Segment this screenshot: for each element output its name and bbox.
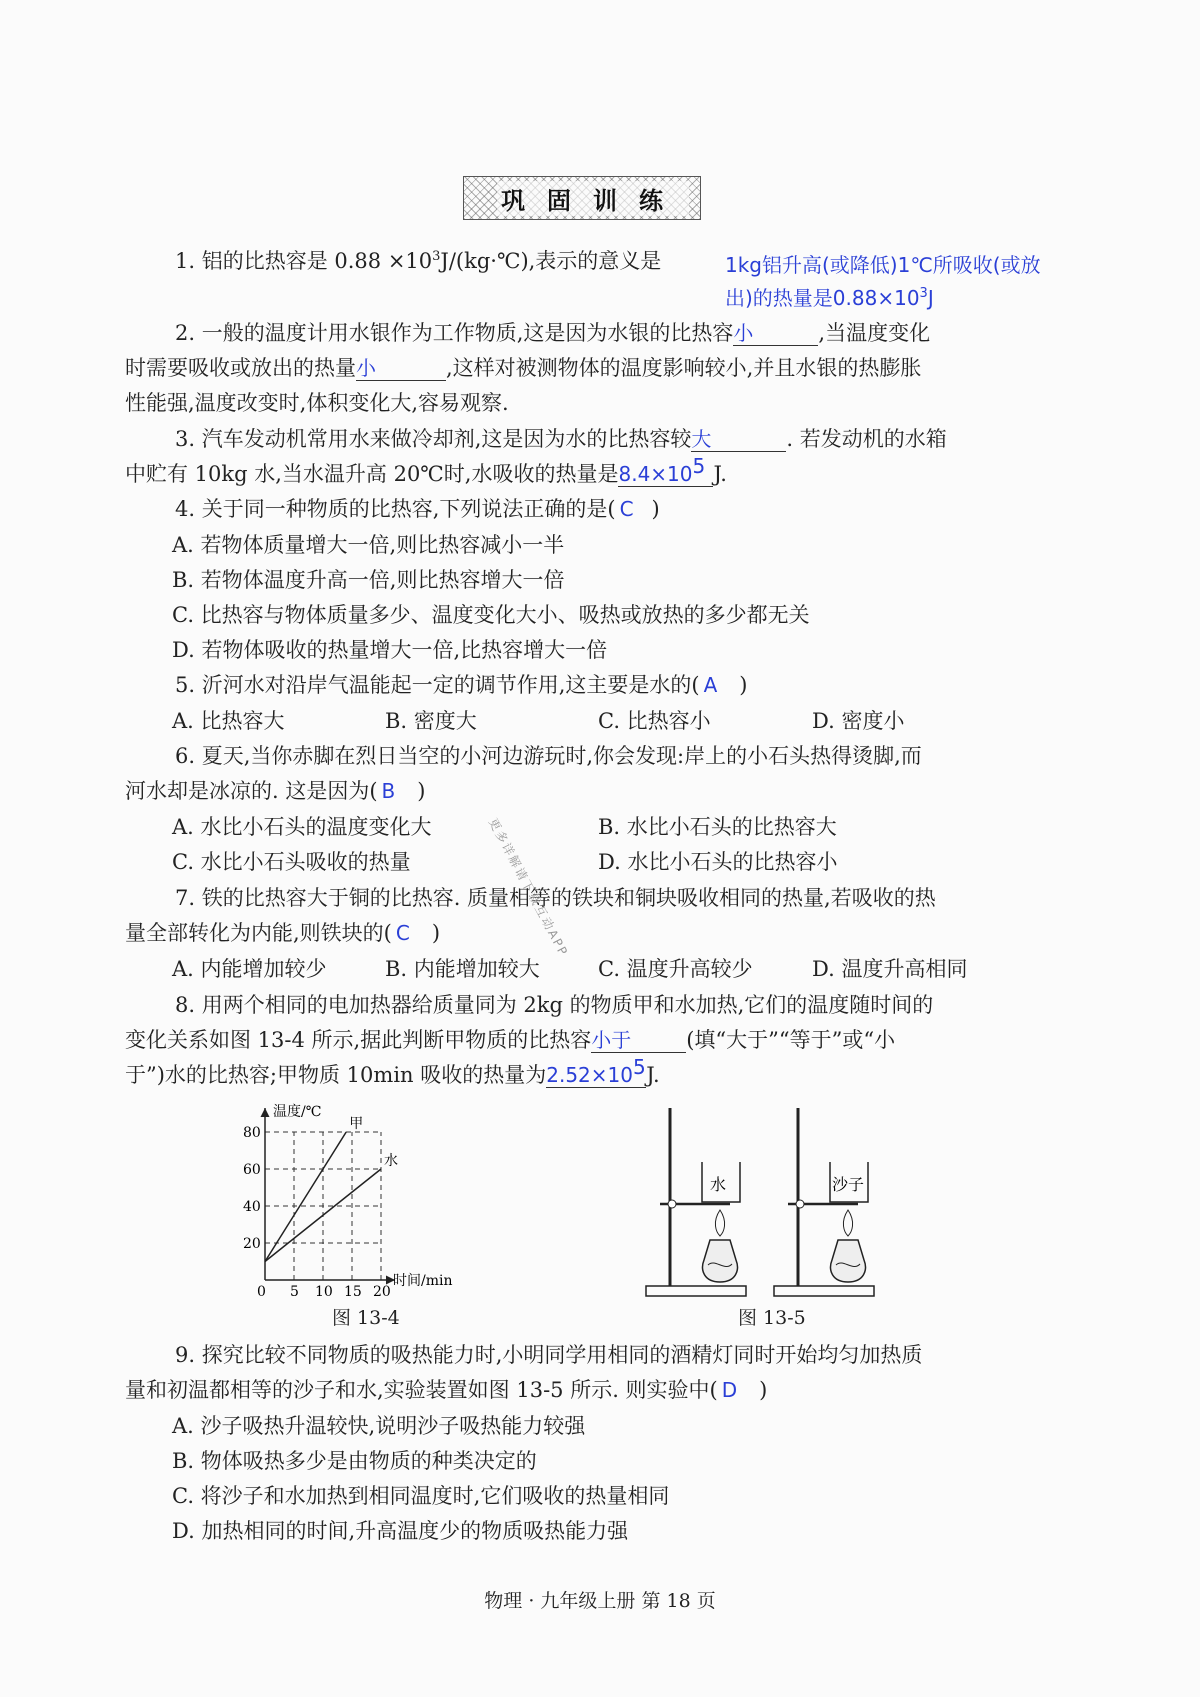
question-9-line1: 9. 探究比较不同物质的吸热能力时,小明同学用相同的酒精灯同时开始均匀加热质: [175, 1343, 923, 1367]
chart-series: [265, 1116, 398, 1262]
q9-answer: D: [721, 1378, 738, 1402]
clamp-2: [796, 1200, 804, 1208]
apparatus-water: [646, 1108, 746, 1296]
q4-answer: C: [619, 497, 634, 521]
flame-2-icon: [843, 1210, 852, 1236]
q8-blank-2: $2.52\times 10^5$: [546, 1055, 646, 1087]
beaker-water-label: 水: [710, 1175, 727, 1194]
q4-option-a: A. 若物体质量增大一倍,则比热容减小一半: [172, 533, 565, 557]
q9-option-c: C. 将沙子和水加热到相同温度时,它们吸收的热量相同: [172, 1484, 670, 1508]
q2-blank-2: 小: [356, 356, 446, 381]
temperature-time-chart: [225, 1100, 515, 1300]
clamp-1: [668, 1200, 676, 1208]
y-axis-label: 温度/℃: [273, 1104, 322, 1120]
q3-blank-2: $8.4\times 10^5$: [618, 462, 713, 487]
q6-option-a: A. 水比小石头的温度变化大: [172, 815, 432, 839]
beaker-sand-label: 沙子: [832, 1175, 865, 1194]
stand-base-1: [646, 1286, 746, 1296]
q1-answer-line2: 出)的热量是$0.88\times 10^3J$: [725, 286, 934, 310]
page-footer: 物理 · 九年级上册 第 18 页: [484, 1590, 716, 1612]
series-label-0: 甲: [349, 1116, 364, 1132]
question-2-line2: 时需要吸收或放出的热量小 ,这样对被测物体的温度影响较小,并且水银的热膨胀: [125, 356, 922, 380]
question-9-line2: 量和初温都相等的沙子和水,实验装置如图 13-5 所示. 则实验中( D ): [125, 1378, 768, 1402]
alcohol-lamp-2: [831, 1240, 866, 1282]
q2-blank-1: 小: [733, 321, 818, 346]
figure-13-4-caption: 图 13-4: [332, 1307, 400, 1329]
q5-answer: A: [703, 673, 718, 697]
q5-option-d: D. 密度小: [812, 709, 905, 733]
x-tick-label: 20: [373, 1284, 391, 1300]
question-2-line3: 性能强,温度改变时,体积变化大,容易观察.: [125, 391, 509, 415]
chart-grid: [265, 1132, 381, 1280]
q4-option-b: B. 若物体温度升高一倍,则比热容增大一倍: [172, 568, 565, 592]
q1-answer-line1: 1kg铝升高(或降低)1℃所吸收(或放: [725, 253, 1041, 277]
q5-option-b: B. 密度大: [385, 709, 477, 733]
q5-option-c: C. 比热容小: [598, 709, 711, 733]
q7-option-c: C. 温度升高较少: [598, 957, 753, 981]
question-6-line2: 河水却是冰凉的. 这是因为( B ): [125, 779, 426, 803]
q7-option-a: A. 内能增加较少: [172, 957, 327, 981]
series-label-1: 水: [384, 1153, 398, 1169]
x-tick-label: 5: [290, 1284, 299, 1300]
x-axis-label: 时间/min: [393, 1273, 453, 1289]
question-8-line3: 于”)水的比热容;甲物质 10min 吸收的热量为$2.52\times 10^5J$.: [125, 1055, 660, 1087]
apparatus-sand: [774, 1108, 874, 1296]
q9-option-d: D. 加热相同的时间,升高温度少的物质吸热能力强: [172, 1519, 629, 1543]
alcohol-lamp-1: [703, 1240, 738, 1282]
q8-blank-1: 小于: [591, 1028, 686, 1053]
q6-option-b: B. 水比小石头的比热容大: [598, 815, 837, 839]
question-4: 4. 关于同一种物质的比热容,下列说法正确的是( C ): [175, 497, 660, 521]
x-tick-label: 15: [344, 1284, 362, 1300]
q6-answer: B: [381, 779, 396, 803]
y-tick-label: 60: [243, 1162, 261, 1178]
question-8-line1: 8. 用两个相同的电加热器给质量同为 2kg 的物质甲和水加热,它们的温度随时间的: [175, 993, 934, 1017]
q7-option-d: D. 温度升高相同: [812, 957, 968, 981]
question-3-line2: 中贮有 10kg 水,当水温升高 20℃时,水吸收的热量是$8.4\times 10^5$ J.: [125, 454, 727, 486]
x-tick-label: 10: [315, 1284, 333, 1300]
q7-option-b: B. 内能增加较大: [385, 957, 540, 981]
q3-blank-1: 大: [691, 427, 786, 452]
q6-option-c: C. 水比小石头吸收的热量: [172, 850, 411, 874]
question-7-line2: 量全部转化为内能,则铁块的( C ): [125, 921, 441, 945]
question-3-line1: 3. 汽车发动机常用水来做冷却剂,这是因为水的比热容较大 . 若发动机的水箱: [175, 427, 947, 451]
series-line-1: [265, 1169, 381, 1262]
question-6-line1: 6. 夏天,当你赤脚在烈日当空的小河边游玩时,你会发现:岸上的小石头热得烫脚,而: [175, 744, 922, 768]
q4-option-d: D. 若物体吸收的热量增大一倍,比热容增大一倍: [172, 638, 608, 662]
q9-option-b: B. 物体吸热多少是由物质的种类决定的: [172, 1449, 537, 1473]
heating-apparatus-figure: [640, 1100, 930, 1300]
question-5: 5. 沂河水对沿岸气温能起一定的调节作用,这主要是水的( A ): [175, 673, 748, 697]
q4-option-c: C. 比热容与物体质量多少、温度变化大小、吸热或放热的多少都无关: [172, 603, 810, 627]
y-tick-label: 80: [243, 1125, 261, 1141]
watermark: 更多详解请下载互动APP: [485, 815, 571, 960]
q9-option-a: A. 沙子吸热升温较快,说明沙子吸热能力较强: [172, 1414, 586, 1438]
y-tick-label: 40: [243, 1199, 261, 1215]
flame-1-icon: [715, 1210, 724, 1236]
q5-option-a: A. 比热容大: [172, 709, 285, 733]
origin-label: 0: [257, 1284, 266, 1300]
section-title-box: [463, 176, 701, 220]
question-1: 1. 铝的比热容是 $0.88 \times 10^3J/(kg\cdot℃)$,表示的意义是: [175, 249, 662, 273]
question-2-line1: 2. 一般的温度计用水银作为工作物质,这是因为水银的比热容小 ,当温度变化: [175, 321, 931, 345]
figure-13-5-caption: 图 13-5: [738, 1307, 806, 1329]
q7-answer: C: [395, 921, 410, 945]
series-line-0: [265, 1132, 346, 1262]
y-tick-label: 20: [243, 1236, 261, 1252]
question-7-line1: 7. 铁的比热容大于铜的比热容. 质量相等的铁块和铜块吸收相同的热量,若吸收的热: [175, 886, 936, 910]
q6-option-d: D. 水比小石头的比热容小: [598, 850, 838, 874]
question-8-line2: 变化关系如图 13-4 所示,据此判断甲物质的比热容小于 (填“大于”“等于”或“小: [125, 1028, 896, 1052]
section-title: 巩固训练: [497, 181, 689, 216]
stand-base-2: [774, 1286, 874, 1296]
